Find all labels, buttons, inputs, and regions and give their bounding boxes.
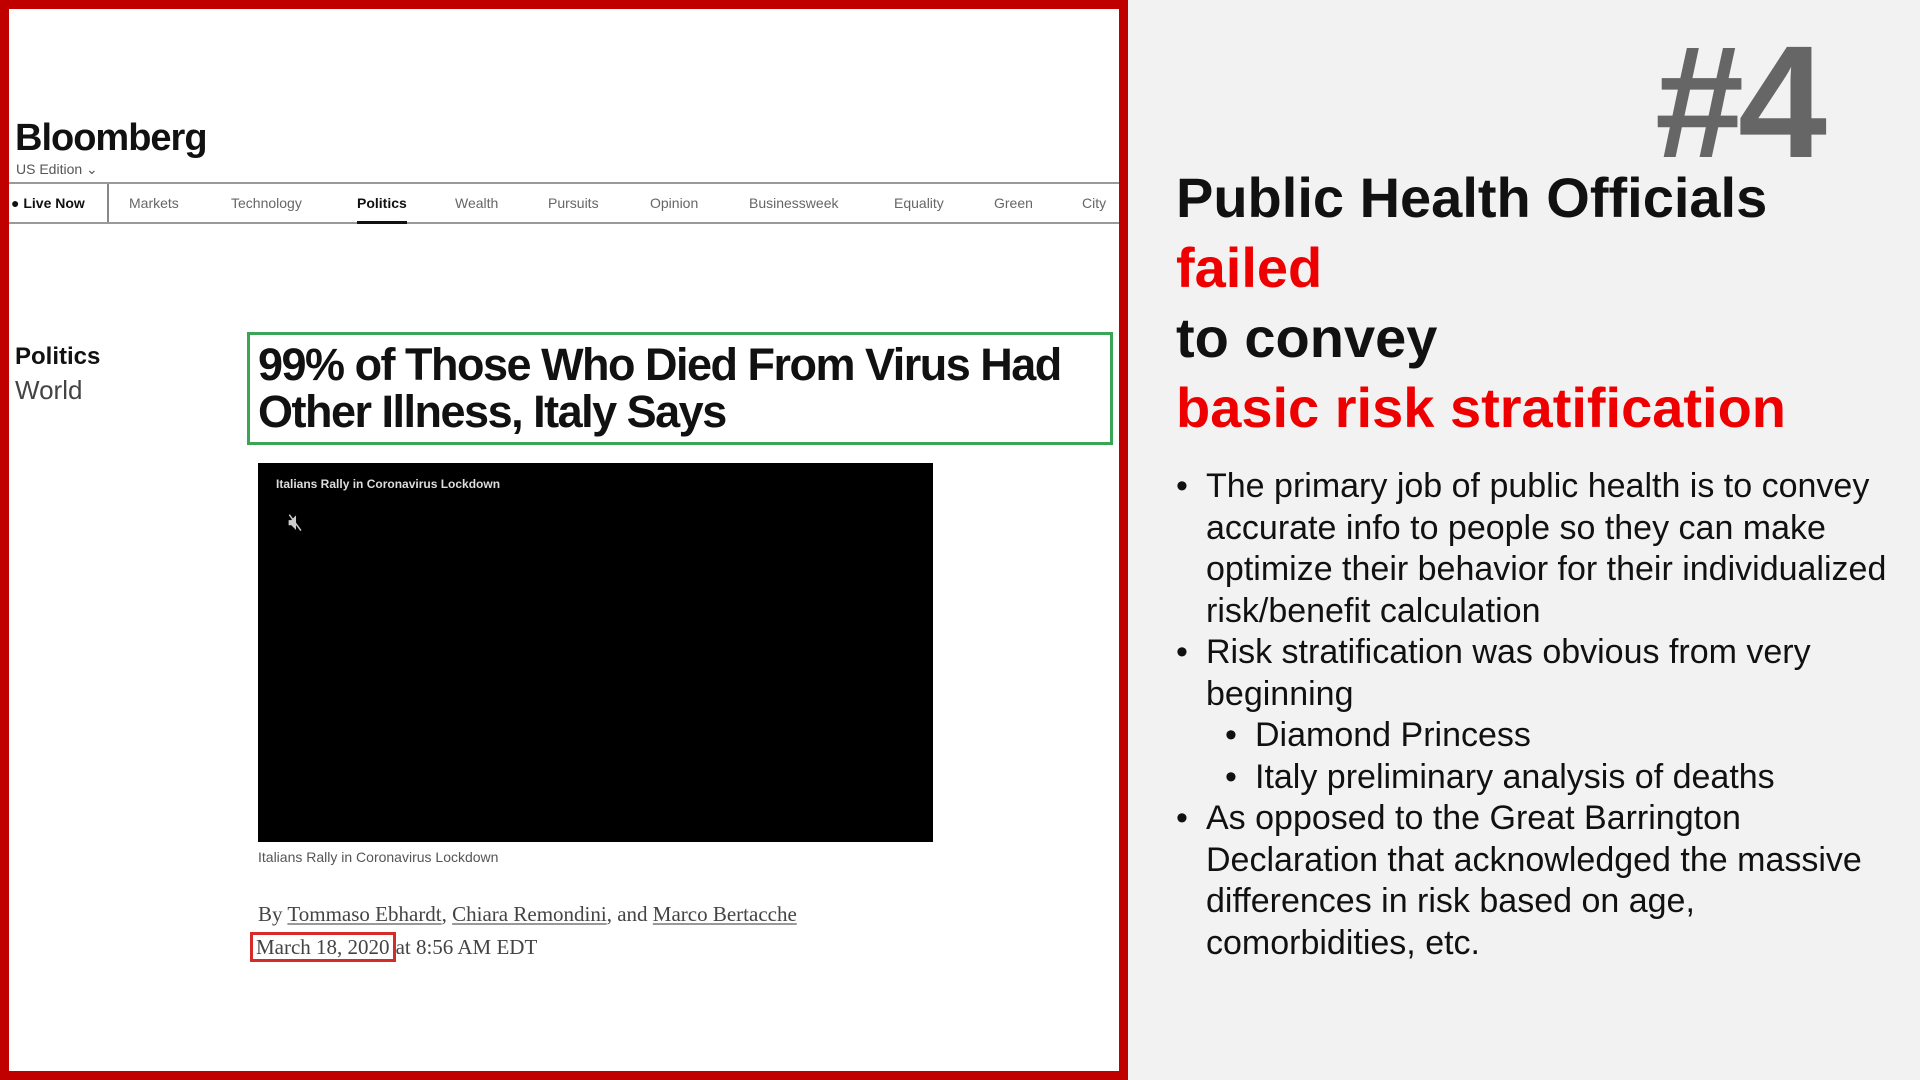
publish-date: March 18, 2020 bbox=[250, 932, 396, 962]
slide-number: #4 bbox=[1655, 12, 1821, 191]
edition-selector[interactable]: US Edition ⌄ bbox=[16, 161, 98, 177]
bullet: • The primary job of public health is to convey accurate info to people so they can make optimize their behavior for their individualized risk/benefit calculation bbox=[1176, 466, 1896, 632]
nav-green[interactable]: Green bbox=[994, 195, 1033, 211]
nav-markets[interactable]: Markets bbox=[129, 195, 179, 211]
nav-technology[interactable]: Technology bbox=[231, 195, 302, 211]
nav-pursuits[interactable]: Pursuits bbox=[548, 195, 599, 211]
bullet: • Risk stratification was obvious from very beginning bbox=[1176, 632, 1896, 715]
byline: By Tommaso Ebhardt, Chiara Remondini, and Marco Bertacche bbox=[258, 902, 797, 926]
author-link[interactable]: Chiara Remondini bbox=[452, 902, 607, 926]
nav-businessweek[interactable]: Businessweek bbox=[749, 195, 839, 211]
nav-city[interactable]: City bbox=[1082, 195, 1107, 211]
subsection-label[interactable]: World bbox=[15, 375, 83, 405]
author-link[interactable]: Tommaso Ebhardt bbox=[287, 902, 442, 926]
nav-politics[interactable]: Politics bbox=[357, 195, 407, 211]
slide-title-line: failed bbox=[1176, 236, 1323, 299]
nav-bar bbox=[9, 182, 1119, 224]
slide-title-line: Public Health Officials bbox=[1176, 166, 1768, 229]
section-label[interactable]: Politics bbox=[15, 343, 101, 370]
sub-bullet: • Italy preliminary analysis of deaths bbox=[1176, 757, 1896, 799]
bloomberg-logo[interactable]: Bloomberg bbox=[15, 117, 207, 159]
sub-bullet: • Diamond Princess bbox=[1176, 715, 1896, 757]
author-link[interactable]: Marco Bertacche bbox=[652, 902, 797, 926]
dateline bbox=[258, 935, 537, 960]
bullet-list bbox=[1176, 466, 1896, 964]
slide-title-line: basic risk stratification bbox=[1176, 376, 1787, 439]
nav-wealth[interactable]: Wealth bbox=[455, 195, 499, 211]
video-title: Italians Rally in Coronavirus Lockdown bbox=[276, 477, 501, 491]
nav-equality[interactable]: Equality bbox=[894, 195, 944, 211]
nav-divider bbox=[107, 184, 109, 222]
nav-opinion[interactable]: Opinion bbox=[650, 195, 699, 211]
video-player[interactable] bbox=[258, 463, 933, 842]
slide-title-line: to convey bbox=[1176, 306, 1438, 369]
video-caption: Italians Rally in Coronavirus Lockdown bbox=[258, 849, 499, 865]
bullet: • As opposed to the Great Barrington Declaration that acknowledged the massive differences in risk based on age, comorbidities, etc. bbox=[1176, 798, 1896, 964]
article-headline: 99% of Those Who Died From Virus Had Other Illness, Italy Says bbox=[247, 332, 1113, 445]
publish-time: at 8:56 AM EDT bbox=[395, 935, 538, 959]
mute-icon[interactable]: 🔇︎ bbox=[288, 509, 304, 536]
nav-live-now[interactable]: ● Live Now bbox=[11, 195, 85, 211]
